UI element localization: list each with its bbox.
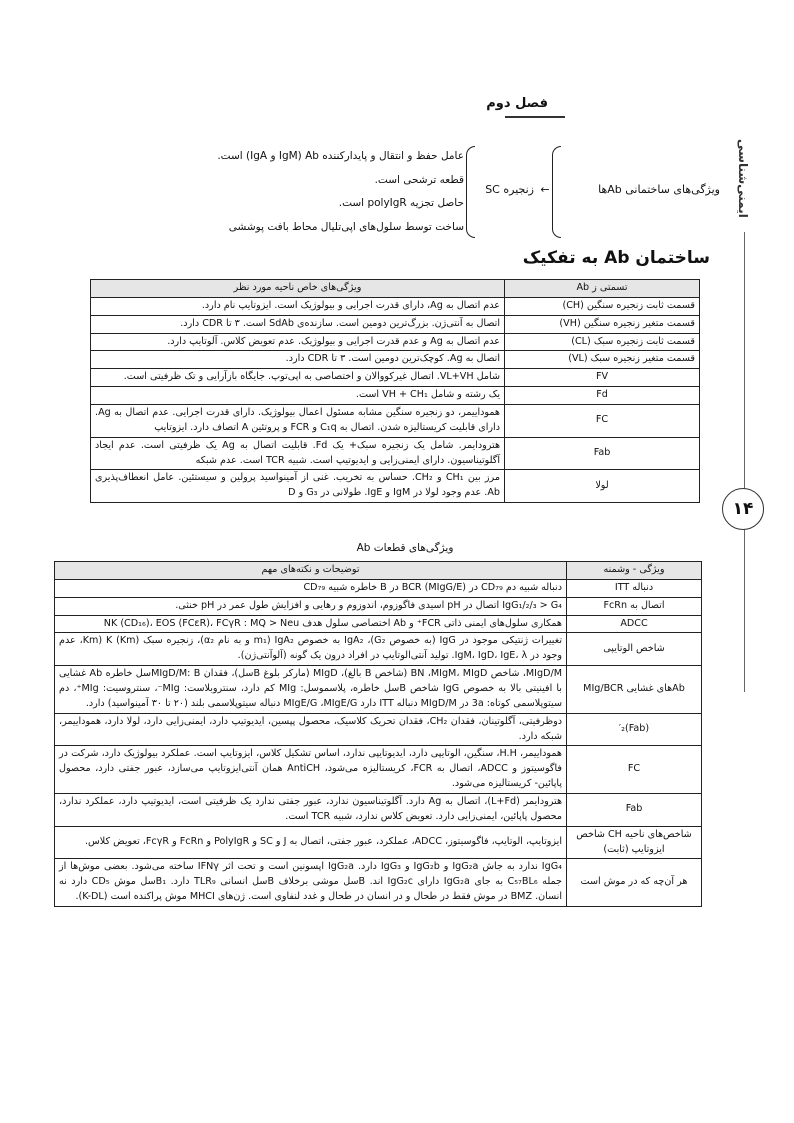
table-cell: Fd (505, 387, 700, 405)
table-row (91, 405, 700, 438)
table-cell: IgG₄ ندارد به جاش IgG₂a و IgG₂b و IgG₃ دارد. IgG₂a اپسونین است و تحت اثر IFNγ ساخته می‌شود. بعضی موش‌ها از جمله C₅₇BL₆ به جای IgG₂a دارای IgG₂c اند. Bسل موشی برخلاف Bسل انسانی TLR₉ دارد. B₁سل موش CD₅ دارد نه انسان. BMZ در موش فقط در طحال و در انسان در طحال و غدد لنفاوی است. ژن‌های MHCI موش پراکنده است (K-DL). (55, 859, 567, 907)
table-cell: قسمت متغیر زنجیره سنگین (VH) (505, 315, 700, 333)
table-cell: Fab (505, 437, 700, 470)
table-row (91, 437, 700, 470)
table-row (91, 369, 700, 387)
intro-brace-outer (552, 146, 561, 238)
table-header-row (55, 562, 702, 580)
table-cell: لولا (505, 470, 700, 503)
table-cell: اتصال به آنتی‌ژن. بزرگ‌ترین دومین است. سازنده‌ی SdAb است. ۳ تا CDR دارد. (91, 315, 505, 333)
table-cell: قسمت ثابت زنجیره سنگین (CH) (505, 297, 700, 315)
table-row (91, 315, 700, 333)
table-cell: دوظرفیتی، آگلوتینان، فقدان CH₂، فقدان تحریک کلاسیک، محصول پپسین، ایدیوتیپ دارد، ایمنی‌زایی دارد، لولا دارد، هموداییمر، شبکه دارد. (55, 713, 567, 746)
table-cell: اتصال به FcRn (567, 597, 702, 615)
intro-label: ویژگی‌های ساختمانی Abها (598, 183, 720, 196)
intro-brace-inner (466, 146, 475, 238)
table-cell: هترودایمر (L+Fd)، اتصال به Ag دارد. آگلوتیناسیون ندارد، عبور جفتی ندارد یک ظرفیتی است، ایدیوتیپ دارد، عملکرد ندارد، محصول پاپائین، ایمنی‌زایی دارد. تعویض کلاس ندارد، شبیه TCR است. (55, 794, 567, 827)
table-cell: قسمت متغیر زنجیره سبک (VL) (505, 351, 700, 369)
table-row (55, 579, 702, 597)
table-cell: قسمت ثابت زنجیره سبک (CL) (505, 333, 700, 351)
table-cell: (Fab)′₂ (567, 713, 702, 746)
table-row (91, 351, 700, 369)
table-cell: عدم اتصال به Ag و عدم قدرت اجرایی و بیولوژیک. عدم تعویض کلاس. آلوتایپ دارد. (91, 333, 505, 351)
table-row (91, 470, 700, 503)
table-header: توضیحات و نکته‌های مهم (55, 562, 567, 580)
table-cell: FC (505, 405, 700, 438)
table-cell: ایزوتایپ، الوتایپ، فاگوسیتوز، ADCC، عملکرد، عبور جفتی، اتصال به J و SC و PolyIgR و FcRn و FcγR، تعویض کلاس. (55, 826, 567, 859)
table-cell: اتصال به Ag. کوچک‌ترین دومین است. ۳ تا CDR دارد. (91, 351, 505, 369)
table-cell: دنباله شبیه دم CD₇₉ در BCR (MIgG/E) در B خاطره شبیه CD₇₉ (55, 579, 567, 597)
table-row (55, 746, 702, 794)
table-cell: هترودایمر. شامل یک زنجیره سبک+ یک Fd. قابلیت اتصال به Ag یک ظرفیتی است. عدم ایجاد آگلوتیناسیون. دارای ایمنی‌زایی و ایدیوتیپ است. شبیه TCR است. عدم شبکه (91, 437, 505, 470)
table-cell: تغییرات ژنتیکی موجود در IgG (به خصوص G₂)، IgA₂ به خصوص m₁) IgA₂ و به نام α₂)، زنجیره سبک Km) K (Km)، عدم وجود در IgM، IgD، IgE، λ. تولید آنتی‌الوتایپ در افراد درون یک گونه (آلوآنتی‌ژن). (55, 633, 567, 666)
table-header: تسمتی ز Ab (505, 280, 700, 298)
antibody-parts-table (90, 279, 700, 503)
table-cell: هموداییمر، دو زنجیره سنگین مشابه مسئول اعمال بیولوژیک. دارای قدرت اجرایی. عدم اتصال به Ag. دارای قابلیت کریستالیزه شدن. اتصال به C₁q و FCR و پروتئین A اتصاف دارد. ایزوتایپ (91, 405, 505, 438)
table-row (55, 859, 702, 907)
table-cell: FV (505, 369, 700, 387)
table-cell: IgG₁/₂/₃ > G₄ اتصال در pH اسیدی فاگوزوم، اندوزوم و رهایی و افزایش طول عمر در pH خنثی. (55, 597, 567, 615)
antibody-fragments-table (54, 561, 702, 907)
intro-item: عامل حفظ و انتقال و پایدارکننده IgM) Ab و IgA) است. (217, 150, 464, 162)
table-cell: یک رشته و شامل VH + CH₁ است. (91, 387, 505, 405)
table-cell: FC (567, 746, 702, 794)
table-row (91, 333, 700, 351)
table-row (55, 666, 702, 714)
chapter-underline (505, 116, 565, 118)
table-row (55, 633, 702, 666)
side-book-title: ایمنی‌شناسی (736, 138, 750, 218)
table-cell: دنباله ITT (567, 579, 702, 597)
page-number: ۱۴ (722, 488, 764, 530)
table-header-row (91, 280, 700, 298)
table-header: ویژگی‌های خاص ناحیه مورد نظر (91, 280, 505, 298)
table-cell: Abهای غشایی MIg/BCR (567, 666, 702, 714)
table-caption: ویژگی‌های قطعات Ab (356, 542, 454, 554)
table-header: ویژگی - وشمنه (567, 562, 702, 580)
table-row (55, 826, 702, 859)
table-row (55, 713, 702, 746)
table-cell: مرز بین CH₁ و CH₂. حساس به تخریب. غنی از آمینواسید پرولین و سیستئین. عامل انعطاف‌پذیری Ab. عدم وجود لولا در IgM و IgE. طولانی در G₃ و D (91, 470, 505, 503)
table-cell: ADCC (567, 615, 702, 633)
chapter-title: فصل دوم (486, 96, 548, 111)
side-margin-line (744, 232, 745, 692)
table-cell: هر آن‌چه که در موش است (567, 859, 702, 907)
table-row (91, 387, 700, 405)
table-row (55, 794, 702, 827)
table-cell: هموداییمر، H.H، سنگین، الوتایپی دارد، ایدیوتایپی ندارد، اساس تشکیل کلاس، ایزوتایپ است. عملکرد بیولوژیک دارد، شرکت در فاگوسیتوز و ADCC، اتصال به FCR، کریستالیزه می‌شود، AntiCH همان آنتی‌ایزوتایپ می‌سازد، عبور جفتی دارد، محصول پاپائین- کریستالیزه می‌شود. (55, 746, 567, 794)
table-row (91, 297, 700, 315)
intro-sub-label: زنجیره SC (485, 183, 534, 196)
table-cell: MIgD/M، شاخص BN ،MIgM، MIgD (شاخص B بالغ)، MIgD (مارکر بلوغ Bسل)، فقدان MIgD/M: Bسل خاطره Ab غشایی با افینیتی بالا به خصوص IgG شاخص Bسل خاطره، پلاسموسل: MIg کم دارد، سنتروبلاست: MIg⁻، سنتروسیت: MIg⁺، دم سیتوپلاسمی کوتاه: 3a در MIgD/M دنباله ITT دارد MIgE/G ،MIgE/G دنباله سیتوپلاسمی بلند (۲۰ تا ۳۰ آمینواسید) دارد. (55, 666, 567, 714)
intro-item: قطعه ترشحی است. (374, 174, 464, 186)
table-cell: شاخص‌های ناحیه CH شاخص ایزوتایپ (ثابت) (567, 826, 702, 859)
table-row (55, 597, 702, 615)
table-cell: عدم اتصال به Ag، دارای قدرت اجرایی و بیولوژیک است. ایزوتایپ نام دارد. (91, 297, 505, 315)
table-cell: شاخص الوتایپی (567, 633, 702, 666)
table-cell: Fab (567, 794, 702, 827)
section-title: ساختمان Ab به تفکیک (522, 248, 710, 268)
intro-item: ساخت توسط سلول‌های اپی‌تلیال محاط بافت پوششی (228, 221, 464, 233)
table-row (55, 615, 702, 633)
table-cell: شامل VL+VH. اتصال غیرکووالان و اختصاصی به اپی‌توپ. جایگاه بازآرایی و تک ظرفیتی است. (91, 369, 505, 387)
intro-item: حاصل تجزیه polyIgR است. (338, 197, 464, 209)
table-cell: همکاری سلول‌های ایمنی ذاتی FCR⁺ و Ab اختصاصی سلول هدف NK (CD₁₆)، EOS (FCεR)، FCγR : MQ > Neu (55, 615, 567, 633)
intro-arrow: ← (540, 183, 550, 196)
